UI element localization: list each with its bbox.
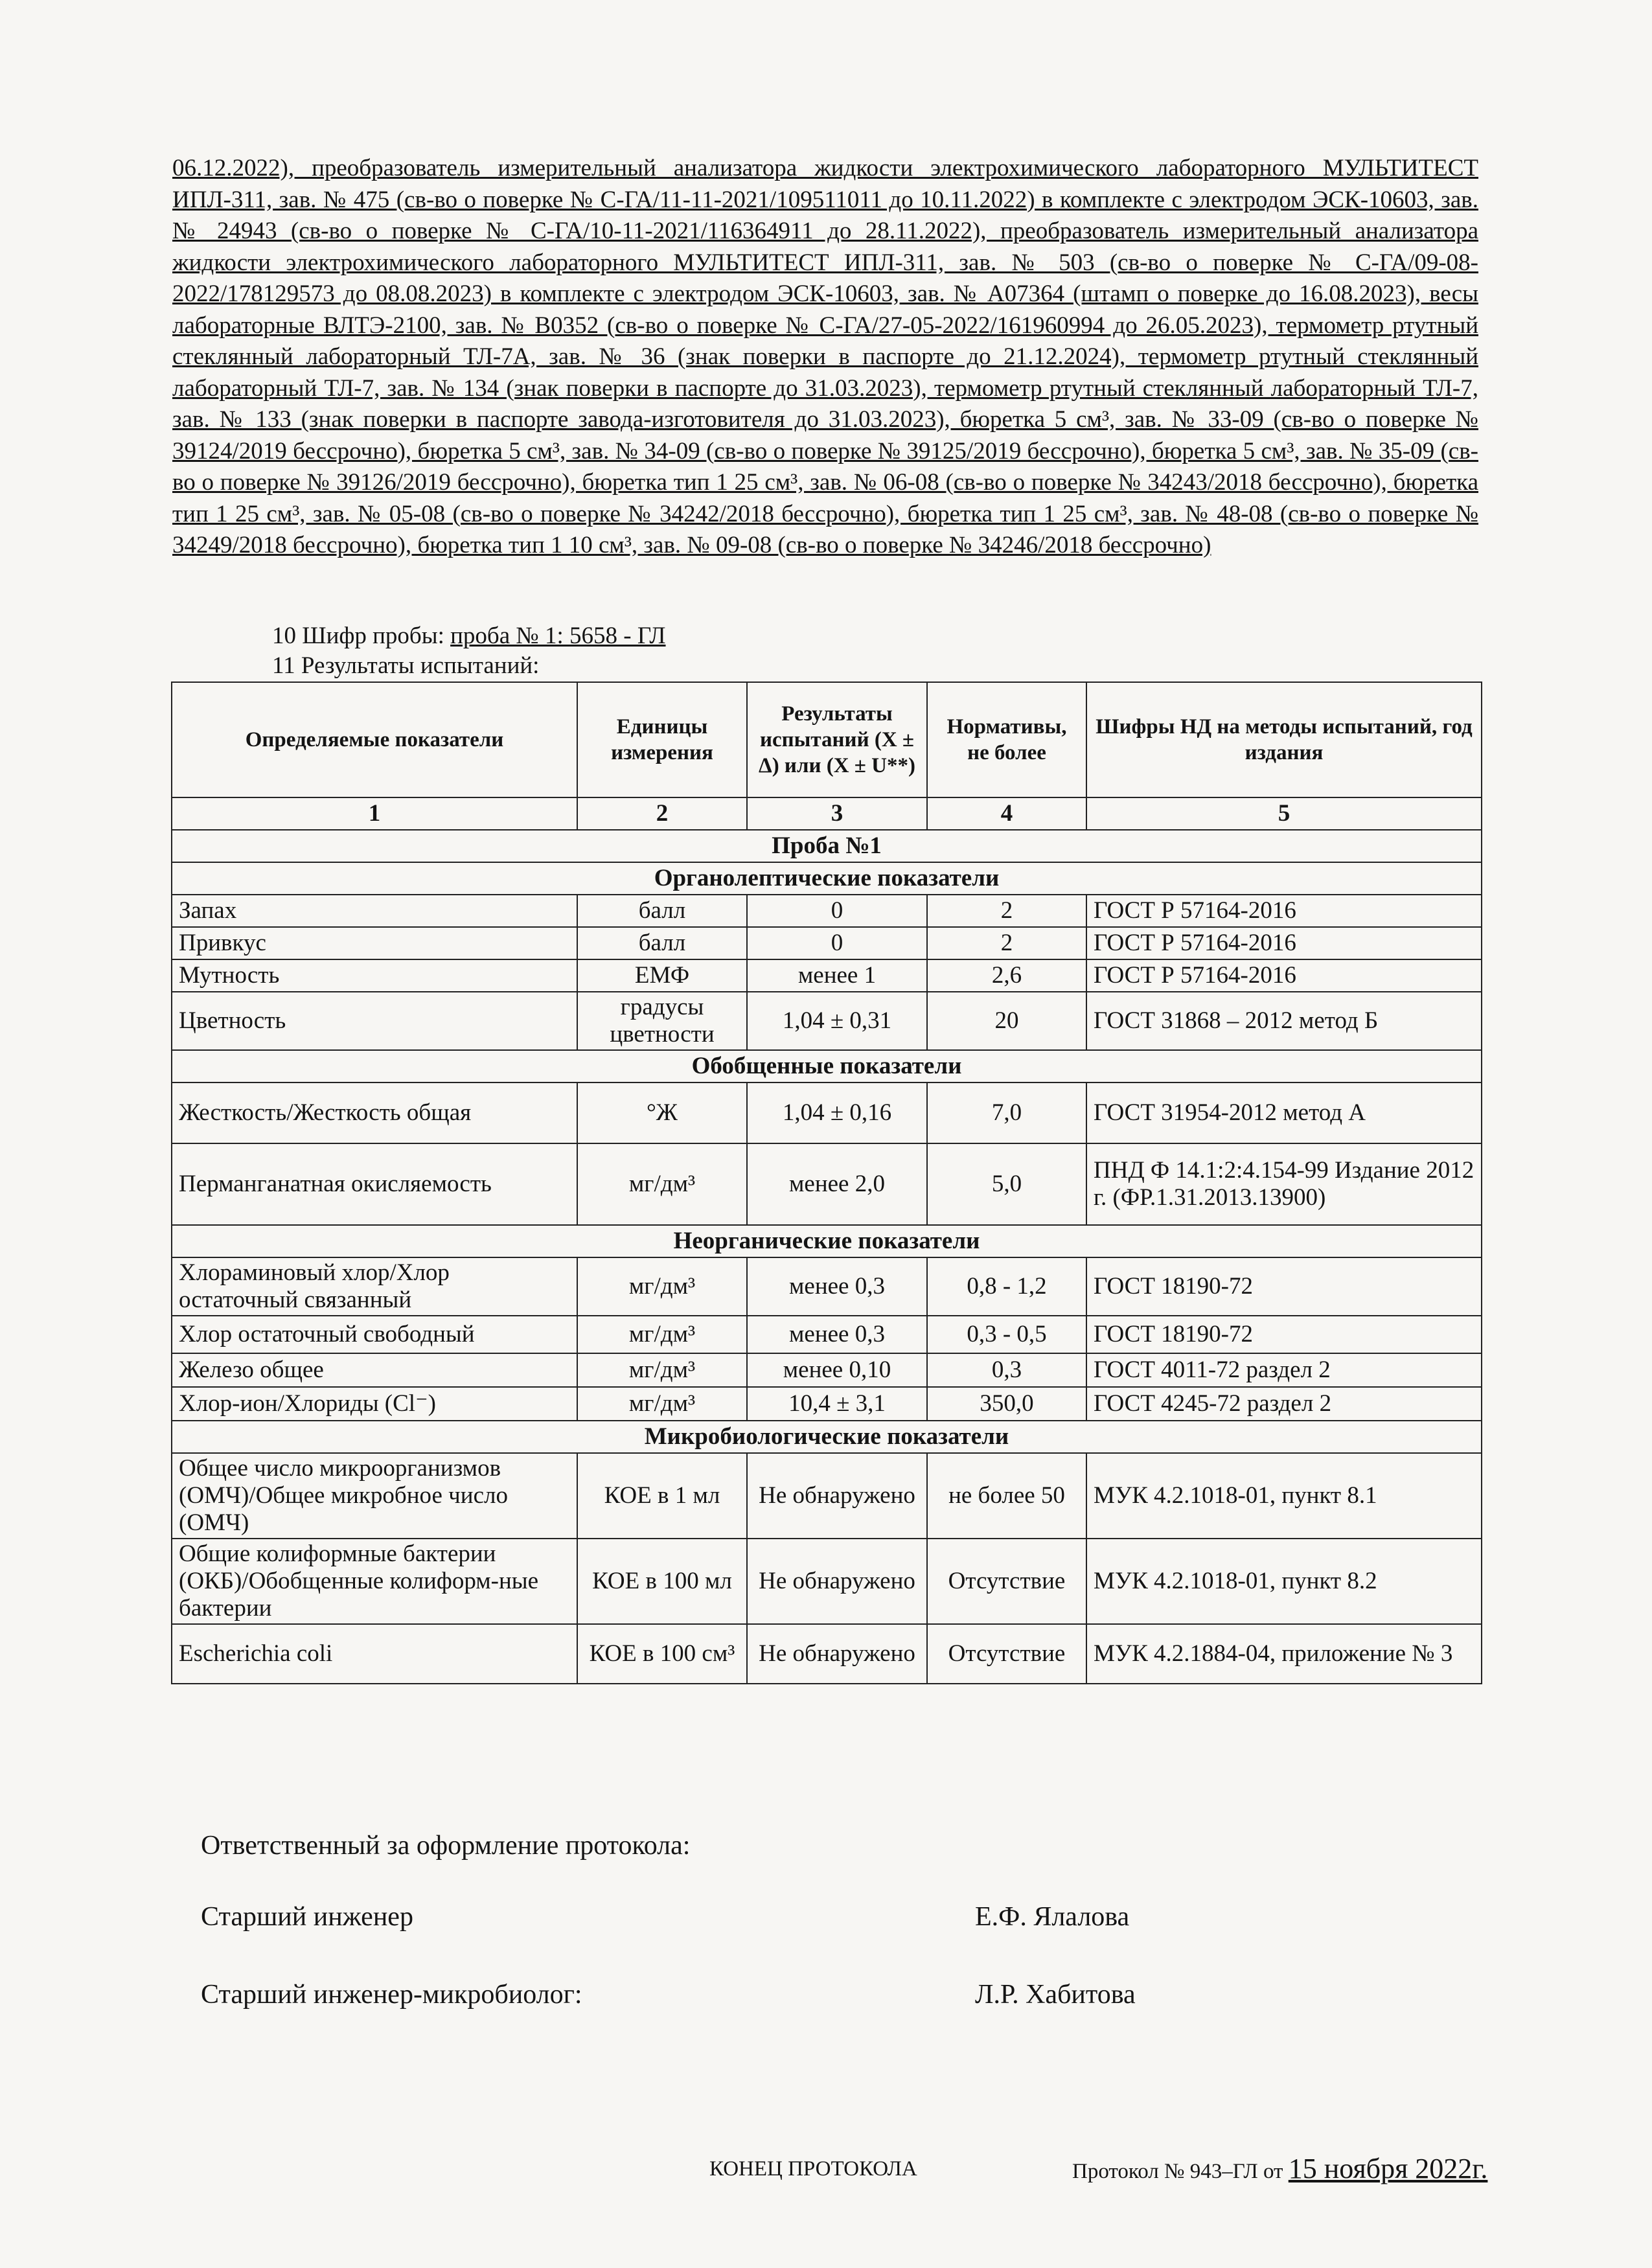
method-cell: ГОСТ Р 57164-2016	[1086, 895, 1482, 927]
header-cell: Определяемые показатели	[172, 682, 577, 797]
norm-cell: 20	[927, 992, 1086, 1050]
norm-cell: 5,0	[927, 1143, 1086, 1225]
result-cell: менее 0,10	[747, 1353, 927, 1387]
section-header-row	[172, 1421, 1482, 1453]
result-cell: Не обнаружено	[747, 1624, 927, 1684]
column-number: 2	[577, 797, 747, 830]
protocol-footer	[1072, 2152, 1487, 2185]
indicator-cell: Хлор-ион/Хлориды (Cl⁻)	[172, 1387, 577, 1421]
section-title: Обобщенные показатели	[172, 1050, 1482, 1082]
unit-cell: КОЕ в 1 мл	[577, 1453, 747, 1539]
unit-cell: мг/дм³	[577, 1143, 747, 1225]
norm-cell: Отсутствие	[927, 1624, 1086, 1684]
unit-cell: КОЕ в 100 см³	[577, 1624, 747, 1684]
result-cell: 10,4 ± 3,1	[747, 1387, 927, 1421]
table-row	[172, 1453, 1482, 1539]
protocol-number: Протокол № 943–ГЛ от	[1072, 2160, 1283, 2183]
indicator-cell: Хлор остаточный свободный	[172, 1316, 577, 1353]
sample-code-label: 10 Шифр пробы:	[272, 623, 451, 649]
table-row	[172, 992, 1482, 1050]
sample-code-value: проба № 1: 5658 - ГЛ	[450, 623, 666, 649]
header-cell: Шифры НД на методы испытаний, год издания	[1086, 682, 1482, 797]
norm-cell: 2	[927, 895, 1086, 927]
norm-cell: 2,6	[927, 959, 1086, 992]
indicator-cell: Привкус	[172, 927, 577, 959]
column-number: 4	[927, 797, 1086, 830]
table-row	[172, 959, 1482, 992]
unit-cell: ЕМФ	[577, 959, 747, 992]
table-row	[172, 1387, 1482, 1421]
engineer-title: Старший инженер	[201, 1902, 413, 1932]
norm-cell: 2	[927, 927, 1086, 959]
norm-cell: Отсутствие	[927, 1539, 1086, 1624]
indicator-cell: Запах	[172, 895, 577, 927]
method-cell: ГОСТ 18190-72	[1086, 1257, 1482, 1316]
method-cell: МУК 4.2.1884-04, приложение № 3	[1086, 1624, 1482, 1684]
method-cell: ГОСТ 31868 – 2012 метод Б	[1086, 992, 1482, 1050]
unit-cell: КОЕ в 100 мл	[577, 1539, 747, 1624]
method-cell: ГОСТ Р 57164-2016	[1086, 927, 1482, 959]
indicator-cell: Хлораминовый хлор/Хлор остаточный связанный	[172, 1257, 577, 1316]
norm-cell: не более 50	[927, 1453, 1086, 1539]
table-row	[172, 1143, 1482, 1225]
norm-cell: 7,0	[927, 1082, 1086, 1143]
norm-cell: 0,3 - 0,5	[927, 1316, 1086, 1353]
unit-cell: °Ж	[577, 1082, 747, 1143]
unit-cell: балл	[577, 895, 747, 927]
section-header-row	[172, 1050, 1482, 1082]
results-table	[171, 682, 1482, 1684]
table-row	[172, 1353, 1482, 1387]
unit-cell: градусы цветности	[577, 992, 747, 1050]
indicator-cell: Общие колиформные бактерии (ОКБ)/Обобщенные колиформ-ные бактерии	[172, 1539, 577, 1624]
result-cell: 1,04 ± 0,31	[747, 992, 927, 1050]
responsible-label: Ответственный за оформление протокола:	[201, 1831, 691, 1861]
method-cell: ПНД Ф 14.1:2:4.154-99 Издание 2012 г. (ФР.1.31.2013.13900)	[1086, 1143, 1482, 1225]
microbiologist-name: Л.Р. Хабитова	[975, 1980, 1136, 2010]
table-row	[172, 1539, 1482, 1624]
method-cell: ГОСТ 31954-2012 метод А	[1086, 1082, 1482, 1143]
result-cell: Не обнаружено	[747, 1539, 927, 1624]
table-header-row	[172, 682, 1482, 797]
result-cell: менее 0,3	[747, 1257, 927, 1316]
indicator-cell: Жесткость/Жесткость общая	[172, 1082, 577, 1143]
method-cell: ГОСТ 4245-72 раздел 2	[1086, 1387, 1482, 1421]
norm-cell: 0,3	[927, 1353, 1086, 1387]
header-cell: Единицы измерения	[577, 682, 747, 797]
result-cell: 0	[747, 895, 927, 927]
column-numbers-row	[172, 797, 1482, 830]
norm-cell: 350,0	[927, 1387, 1086, 1421]
column-number: 1	[172, 797, 577, 830]
method-cell: МУК 4.2.1018-01, пункт 8.1	[1086, 1453, 1482, 1539]
end-of-protocol: КОНЕЦ ПРОТОКОЛА	[709, 2157, 917, 2181]
section-title: Неорганические показатели	[172, 1225, 1482, 1257]
sample-title-row	[172, 830, 1482, 862]
unit-cell: мг/дм³	[577, 1257, 747, 1316]
unit-cell: мг/дм³	[577, 1353, 747, 1387]
protocol-date: 15 ноября 2022г.	[1288, 2153, 1488, 2184]
norm-cell: 0,8 - 1,2	[927, 1257, 1086, 1316]
header-cell: Результаты испытаний (X ± Δ) или (X ± U**)	[747, 682, 927, 797]
result-cell: 1,04 ± 0,16	[747, 1082, 927, 1143]
result-cell: Не обнаружено	[747, 1453, 927, 1539]
indicator-cell: Мутность	[172, 959, 577, 992]
result-cell: 0	[747, 927, 927, 959]
method-cell: МУК 4.2.1018-01, пункт 8.2	[1086, 1539, 1482, 1624]
unit-cell: мг/дм³	[577, 1387, 747, 1421]
results-label: 11 Результаты испытаний:	[272, 652, 540, 679]
indicator-cell: Железо общее	[172, 1353, 577, 1387]
table-row	[172, 895, 1482, 927]
table-row	[172, 1316, 1482, 1353]
column-number: 3	[747, 797, 927, 830]
unit-cell: мг/дм³	[577, 1316, 747, 1353]
table-row	[172, 1624, 1482, 1684]
indicator-cell: Общее число микроорганизмов (ОМЧ)/Общее микробное число (ОМЧ)	[172, 1453, 577, 1539]
result-cell: менее 0,3	[747, 1316, 927, 1353]
sample-title: Проба №1	[172, 830, 1482, 862]
indicator-cell: Escherichia coli	[172, 1624, 577, 1684]
method-cell: ГОСТ 4011-72 раздел 2	[1086, 1353, 1482, 1387]
table-row	[172, 1257, 1482, 1316]
intro-text: 06.12.2022), преобразователь измерительный анализатора жидкости электрохимического лабораторного МУЛЬТИТЕСТ ИПЛ-311, зав. № 475 (св-во о поверке № С-ГА/11-11-2021/109511011 до 10.11.2022) в комплекте с электродом ЭСК-10603, зав. № 24943 (св-во о поверке № С-ГА/10-11-2021/116364911 до 28.11.2022), преобразователь измерительный анализатора жидкости электрохимического лабораторного МУЛЬТИТЕСТ ИПЛ-311, зав. № 503 (св-во о поверке № С-ГА/09-08-2022/178129573 до 08.08.2023) в комплекте с электродом ЭСК-10603, зав. № А07364 (штамп о поверке до 16.08.2023), весы лабораторные ВЛТЭ-2100, зав. № В0352 (св-во о поверке № С-ГА/27-05-2022/161960994 до 26.05.2023), термометр ртутный стеклянный лабораторный ТЛ-7А, зав. № 36 (знак поверки в паспорте до 21.12.2024), термометр ртутный стеклянный лабораторный ТЛ-7, зав. № 134 (знак поверки в паспорте до 31.03.2023), термометр ртутный стеклянный лабораторный ТЛ-7, зав. № 133 (знак поверки в паспорте завода-изготовителя до 31.03.2023), бюретка 5 см³, зав. № 33-09 (св-во о поверке № 39124/2019 бессрочно), бюретка 5 см³, зав. № 34-09 (св-во о поверке № 39125/2019 бессрочно), бюретка 5 см³, зав. № 35-09 (св-во о поверке № 39126/2019 бессрочно), бюретка тип 1 25 см³, зав. № 06-08 (св-во о поверке № 34243/2018 бессрочно), бюретка тип 1 25 см³, зав. № 05-08 (св-во о поверке № 34242/2018 бессрочно), бюретка тип 1 25 см³, зав. № 48-08 (св-во о поверке № 34249/2018 бессрочно), бюретка тип 1 10 см³, зав. № 09-08 (св-во о поверке № 34246/2018 бессрочно)	[172, 155, 1478, 558]
sample-code-line	[272, 622, 666, 650]
table-body	[172, 797, 1482, 1684]
unit-cell: балл	[577, 927, 747, 959]
method-cell: ГОСТ Р 57164-2016	[1086, 959, 1482, 992]
result-cell: менее 2,0	[747, 1143, 927, 1225]
section-title: Органолептические показатели	[172, 862, 1482, 895]
section-header-row	[172, 862, 1482, 895]
result-cell: менее 1	[747, 959, 927, 992]
section-title: Микробиологические показатели	[172, 1421, 1482, 1453]
engineer-name: Е.Ф. Ялалова	[975, 1902, 1130, 1932]
indicator-cell: Перманганатная окисляемость	[172, 1143, 577, 1225]
method-cell: ГОСТ 18190-72	[1086, 1316, 1482, 1353]
table-row	[172, 927, 1482, 959]
indicator-cell: Цветность	[172, 992, 577, 1050]
column-number: 5	[1086, 797, 1482, 830]
header-cell: Нормативы, не более	[927, 682, 1086, 797]
section-header-row	[172, 1225, 1482, 1257]
microbiologist-title: Старший инженер-микробиолог:	[201, 1980, 582, 2010]
table-row	[172, 1082, 1482, 1143]
